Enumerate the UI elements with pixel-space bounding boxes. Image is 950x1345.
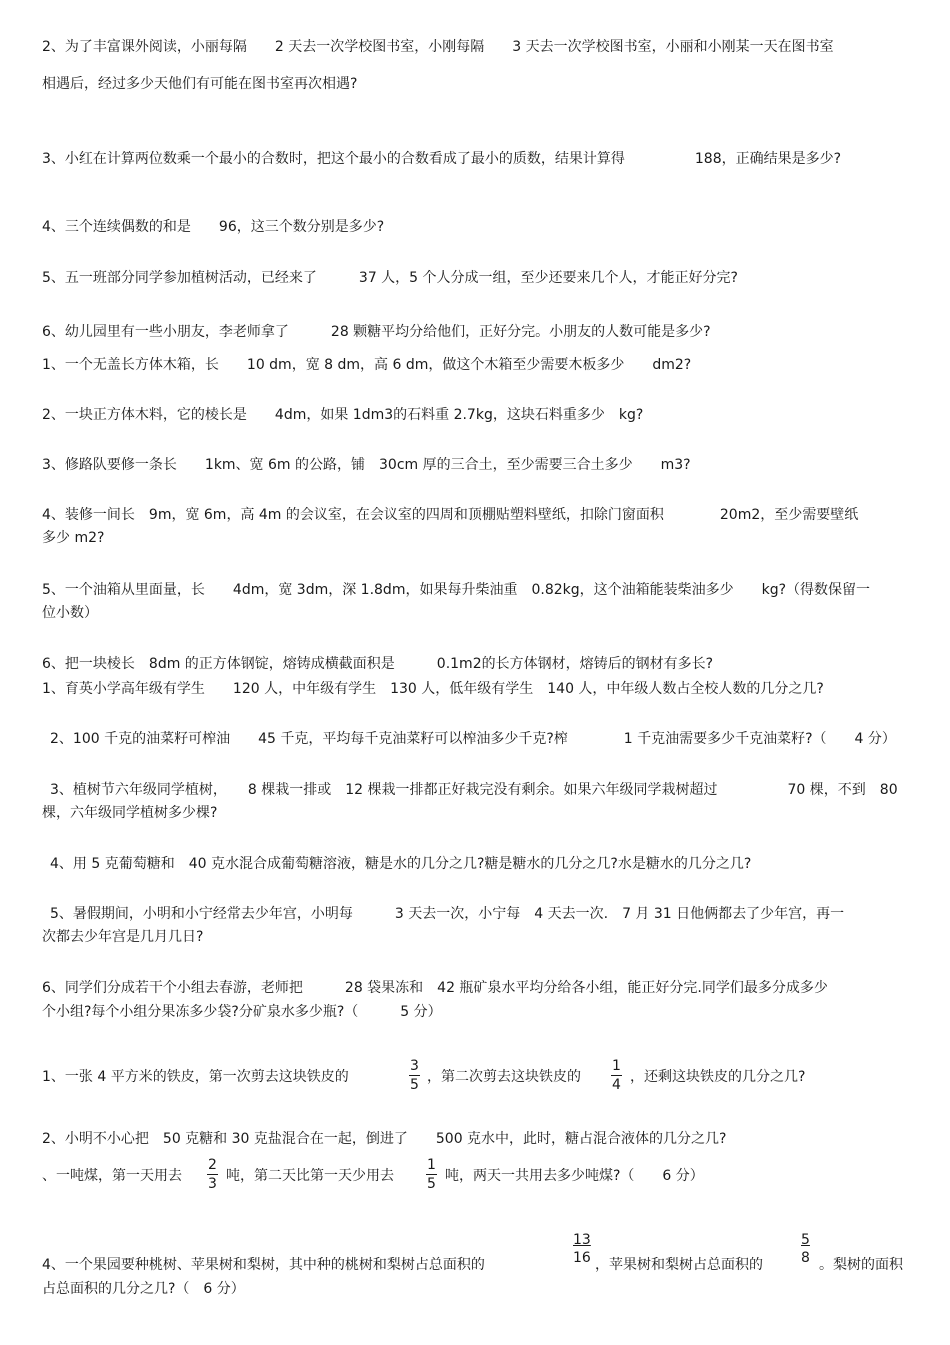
fraction <box>426 1157 437 1192</box>
problem-line: ，第二次剪去这块铁皮的 <box>427 1069 581 1085</box>
fraction-denominator: 3 <box>208 1176 217 1192</box>
fraction-numerator: 13 <box>573 1232 591 1248</box>
problem-line: 多少 m2? <box>42 530 105 546</box>
fraction-denominator: 8 <box>801 1250 810 1266</box>
problem-line: 4、一个果园要种桃树、苹果树和梨树，其中种的桃树和梨树占总面积的 <box>42 1257 485 1273</box>
problem-line: 1、育英小学高年级有学生 120 人，中年级有学生 130 人，低年级有学生 140 人，中年级人数占全校人数的几分之几? <box>42 681 824 697</box>
fraction <box>800 1232 811 1266</box>
fraction-denominator: 5 <box>410 1077 419 1093</box>
problem-line: 3、小红在计算两位数乘一个最小的合数时，把这个最小的合数看成了最小的质数，结果计算得 188，正确结果是多少? <box>42 151 842 167</box>
problem-line: 1、一个无盖长方体木箱，长 10 dm，宽 8 dm，高 6 dm，做这个木箱至少需要木板多少 dm2? <box>42 357 692 373</box>
problem-line: 5、一个油箱从里面量，长 4dm，宽 3dm，深 1.8dm，如果每升柴油重 0.82kg，这个油箱能装柴油多少 kg?（得数保留一 <box>42 582 871 598</box>
problem-line: 4、三个连续偶数的和是 96，这三个数分别是多少? <box>42 219 385 235</box>
fraction <box>409 1058 420 1093</box>
fraction-denominator: 5 <box>427 1176 436 1192</box>
problem-line: 6、幼儿园里有一些小朋友，李老师拿了 28 颗糖平均分给他们，正好分完。小朋友的人数可能是多少? <box>42 324 711 340</box>
problem-line: 6、把一块棱长 8dm 的正方体钢锭，熔铸成横截面积是 0.1m2的长方体钢材，熔铸后的钢材有多长? <box>42 656 714 672</box>
problem-line: 棵，六年级同学植树多少棵? <box>42 805 218 821</box>
problem-line: 位小数） <box>42 605 98 621</box>
problem-line: 占总面积的几分之几?（ 6 分） <box>42 1281 245 1297</box>
problem-line: ，还剩这块铁皮的几分之几? <box>630 1069 806 1085</box>
problem-line: 6、同学们分成若干个小组去春游，老师把 28 袋果冻和 42 瓶矿泉水平均分给各小组，能正好分完.同学们最多分成多少 <box>42 980 828 996</box>
problem-line: 2、小明不小心把 50 克糖和 30 克盐混合在一起，倒进了 500 克水中，此时，糖占混合液体的几分之几? <box>42 1131 727 1147</box>
problem-line: 2、为了丰富课外阅读，小丽每隔 2 天去一次学校图书室，小刚每隔 3 天去一次学校图书室，小丽和小刚某一天在图书室 <box>42 39 834 55</box>
fraction-numerator: 1 <box>612 1058 621 1074</box>
problem-line: 3、植树节六年级同学植树， 8 棵栽一排或 12 棵栽一排都正好栽完没有剩余。如果六年级同学栽树超过 70 棵，不到 80 <box>50 782 898 798</box>
fraction-numerator: 5 <box>801 1232 810 1248</box>
problem-line: 2、一块正方体木料，它的棱长是 4dm，如果 1dm3的石料重 2.7kg，这块石料重多少 kg? <box>42 407 644 423</box>
fraction <box>207 1157 218 1192</box>
problem-line: 、一吨煤，第一天用去 <box>42 1168 182 1184</box>
problem-line: 次都去少年宫是几月几日? <box>42 929 204 945</box>
problem-line: 。梨树的面积 <box>819 1257 903 1273</box>
problem-line: 4、用 5 克葡萄糖和 40 克水混合成葡萄糖溶液，糖是水的几分之几?糖是糖水的几分之几?水是糖水的几分之几? <box>50 856 752 872</box>
problem-line: 个小组?每个小组分果冻多少袋?分矿泉水多少瓶?（ 5 分） <box>42 1004 442 1020</box>
fraction <box>572 1232 592 1266</box>
problem-line: 4、装修一间长 9m，宽 6m，高 4m 的会议室，在会议室的四周和顶棚贴塑料壁纸，扣除门窗面积 20m2，至少需要壁纸 <box>42 507 859 523</box>
problem-line: 相遇后，经过多少天他们有可能在图书室再次相遇? <box>42 76 358 92</box>
problem-line: ，苹果树和梨树占总面积的 <box>595 1257 763 1273</box>
fraction-numerator: 3 <box>410 1058 419 1074</box>
problem-line: 1、一张 4 平方米的铁皮，第一次剪去这块铁皮的 <box>42 1069 349 1085</box>
problem-line: 吨，第二天比第一天少用去 <box>226 1168 394 1184</box>
problem-line: 2、100 千克的油菜籽可榨油 45 千克，平均每千克油菜籽可以榨油多少千克?榨 1 千克油需要多少千克油菜籽?（ 4 分） <box>50 731 896 747</box>
fraction-denominator: 4 <box>612 1077 621 1093</box>
fraction-numerator: 1 <box>427 1157 436 1173</box>
fraction <box>611 1058 622 1093</box>
problem-line: 5、暑假期间，小明和小宁经常去少年宫，小明每 3 天去一次，小宁每 4 天去一次. 7 月 31 日他俩都去了少年宫，再一 <box>50 906 845 922</box>
fraction-numerator: 2 <box>208 1157 217 1173</box>
problem-line: 吨，两天一共用去多少吨煤?（ 6 分） <box>445 1168 704 1184</box>
fraction-denominator: 16 <box>573 1250 591 1266</box>
problem-line: 5、五一班部分同学参加植树活动，已经来了 37 人，5 个人分成一组，至少还要来几个人，才能正好分完? <box>42 270 738 286</box>
problem-line: 3、修路队要修一条长 1km、宽 6m 的公路，铺 30cm 厚的三合土，至少需要三合土多少 m3? <box>42 457 691 473</box>
